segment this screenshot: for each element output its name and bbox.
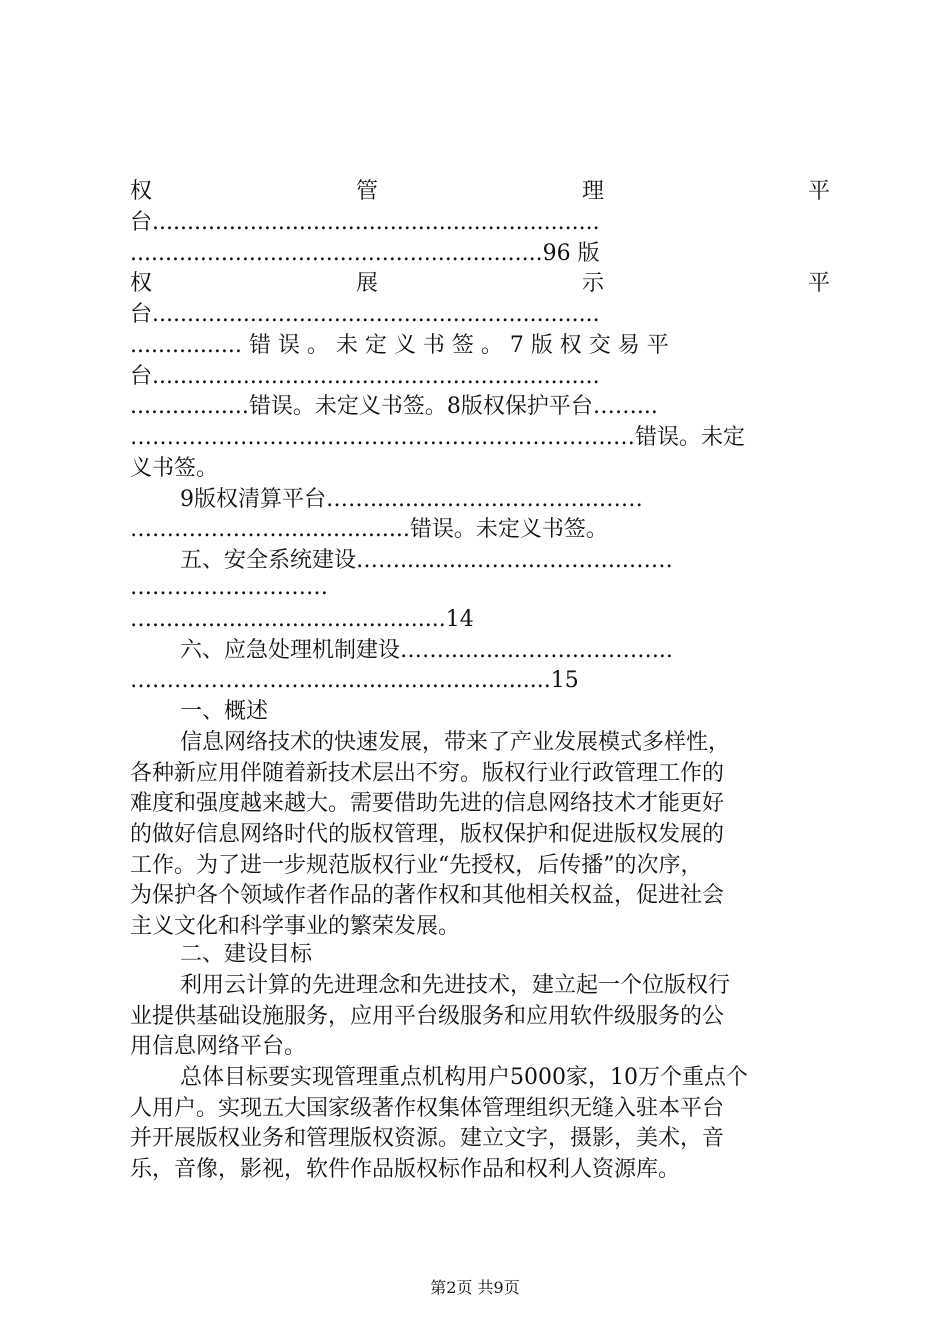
paragraph-line: 总体目标要实现管理重点机构用户5000家，10万个重点个 xyxy=(180,1065,748,1090)
toc-line-13: 五、安全系统建设……...........……...………...…… xyxy=(180,548,673,573)
toc-line-9: ……………………...……………………………………错误。未定 xyxy=(130,425,745,450)
toc-line-16: 六、应急处理机制建设……...........……...………... xyxy=(180,638,673,663)
toc-line-7: 台................................................................ xyxy=(130,364,600,389)
toc-char: 权 xyxy=(130,271,153,296)
paragraph-line: 人用户。实现五大国家级著作权集体管理组织无缝入驻本平台 xyxy=(130,1096,725,1121)
paragraph-line: 主义文化和科学事业的繁荣发展。 xyxy=(130,914,461,939)
toc-line-2: 台................................................................ xyxy=(130,210,600,235)
paragraph-line: 的做好信息网络时代的版权管理，版权保护和促进版权发展的 xyxy=(130,822,725,847)
section-heading-goals: 二、建设目标 xyxy=(180,942,313,967)
toc-line-3: ...........................................................96 版 xyxy=(130,241,600,266)
paragraph-line: 并开展版权业务和管理版权资源。建立文字，摄影，美术，音 xyxy=(130,1126,725,1151)
paragraph-line: 利用云计算的先进理念和先进技术，建立起一个位版权行 xyxy=(180,973,731,998)
toc-char: 管 xyxy=(355,179,378,204)
toc-char: 展 xyxy=(355,271,378,296)
toc-char: 理 xyxy=(581,179,604,204)
paragraph-line: 难度和强度越来越大。需要借助先进的信息网络技术才能更好 xyxy=(130,791,725,816)
paragraph-line: 各种新应用伴随着新技术层出不穷。版权行业行政管理工作的 xyxy=(130,761,725,786)
paragraph-line: 乐，音像，影视，软件作品版权标作品和权利人资源库。 xyxy=(130,1157,681,1182)
toc-line-4 xyxy=(130,269,830,299)
toc-line-11: 9版权清算平台……...........……...………...…… xyxy=(180,487,643,512)
toc-line-14: ……………………… xyxy=(130,575,328,600)
toc-char: 平 xyxy=(807,179,830,204)
toc-line-6: ................ 错 误 。 未 定 义 书 签 。 7 版 权 交 易 平 xyxy=(130,333,669,358)
paragraph-line: 用信息网络平台。 xyxy=(130,1034,307,1059)
toc-line-8: .................错误。未定义书签。8版权保护平台……... xyxy=(130,394,658,419)
toc-line-10: 义书签。 xyxy=(130,456,219,481)
toc-line-17: ……………………...................................15 xyxy=(130,668,579,693)
toc-line-15: …..........................................14 xyxy=(130,607,474,632)
toc-line-5: 台................................................................ xyxy=(130,302,600,327)
paragraph-line: 业提供基础设施服务，应用平台级服务和应用软件级服务的公 xyxy=(130,1004,725,1029)
toc-char: 示 xyxy=(581,271,604,296)
toc-line-1 xyxy=(130,177,830,207)
paragraph-line: 信息网络技术的快速发展，带来了产业发展模式多样性， xyxy=(180,730,731,755)
toc-char: 平 xyxy=(807,271,830,296)
page-footer: 第2页 共9页 xyxy=(430,1278,520,1297)
toc-line-12: …………………..................错误。未定义书签。 xyxy=(130,517,608,542)
toc-char: 权 xyxy=(130,179,153,204)
section-heading-overview: 一、概述 xyxy=(180,699,269,724)
paragraph-line: 为保护各个领域作者作品的著作权和其他相关权益，促进社会 xyxy=(130,883,725,908)
paragraph-line: 工作。为了进一步规范版权行业“先授权，后传播”的次序， xyxy=(130,853,703,878)
